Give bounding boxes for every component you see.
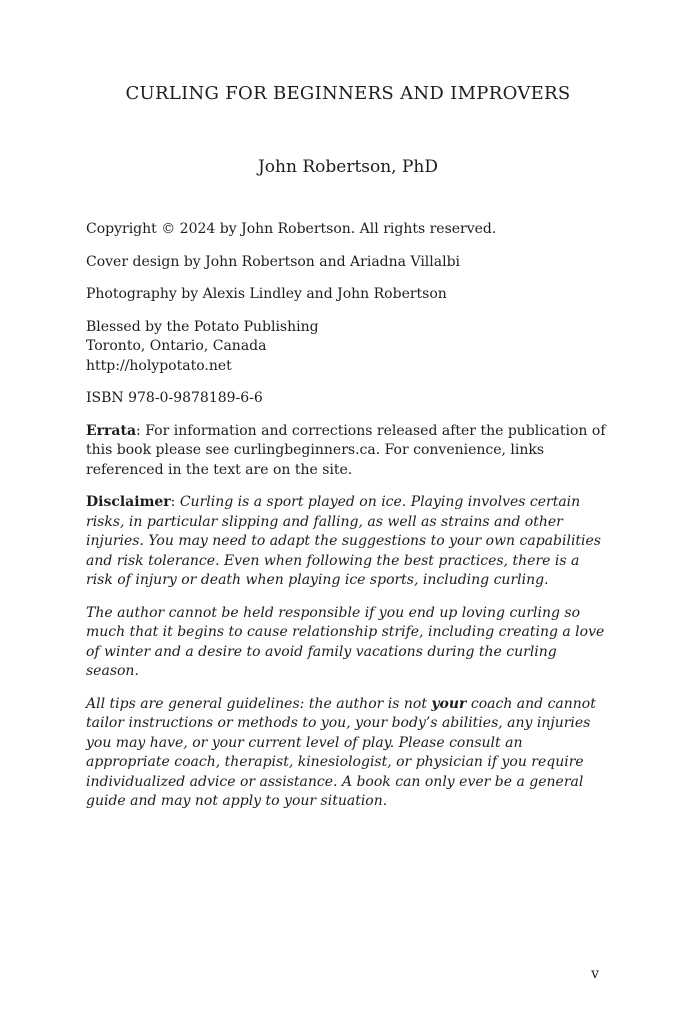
book-title: CURLING FOR BEGINNERS AND IMPROVERS — [125, 83, 571, 104]
publisher-name: Blessed by the Potato Publishing — [86, 318, 319, 335]
disclaimer-paragraph — [86, 493, 610, 591]
copyright-notice: Copyright © 2024 by John Robertson. All rights reserved. — [86, 221, 497, 237]
disclaimer-text: Curling is a sport played on ice. Playing involves certain risks, in particular slipping and falling, as well as strains and other injuries. You may need to adapt the suggestions to your own capabilities and risk tolerance. Even when following the best practices, there is a risk of injury or death when playing ice sports, including curling. — [86, 494, 601, 588]
page-number: v — [591, 966, 599, 982]
disclaimer-label: Disclaimer — [86, 494, 171, 510]
publisher-location: Toronto, Ontario, Canada — [86, 338, 267, 354]
responsibility-paragraph: The author cannot be held responsible if you end up loving curling so much that it begins to cause relationship strife, including creating a love of winter and a desire to avoid family vacations during the curling season. — [86, 604, 605, 679]
disclaimer-separator: : — [170, 494, 180, 510]
cover-design-credit: Cover design by John Robertson and Ariadna Villalbi — [86, 253, 461, 270]
errata-label: Errata — [86, 422, 137, 439]
errata-paragraph — [86, 422, 610, 481]
photography-credit: Photography by Alexis Lindley and John Robertson — [86, 286, 447, 302]
tips-paragraph — [86, 695, 610, 812]
isbn-line: ISBN 978-0-9878189-6-6 — [86, 390, 263, 406]
book-author: John Robertson, PhD — [257, 157, 439, 177]
tips-emphasis-word: your — [431, 695, 467, 712]
errata-text: : For information and corrections released after the publication of this book please see curlingbeginners.ca. For convenience, links referenced in the text are on the site. — [86, 422, 606, 478]
tips-text-before: All tips are general guidelines: the author is not — [86, 695, 432, 712]
publisher-website: http://holypotato.net — [86, 357, 232, 374]
page-content — [86, 0, 610, 825]
tips-text-after: coach and cannot tailor instructions or methods to you, your body’s abilities, any injuries you may have, or your current level of play. Please consult an appropriate coach, therapist, kinesiologist, or physician if you require individualized advice or assistance. A book can only ever be a general guide and may not apply to your situation. — [86, 695, 596, 809]
publisher-block — [86, 318, 610, 377]
